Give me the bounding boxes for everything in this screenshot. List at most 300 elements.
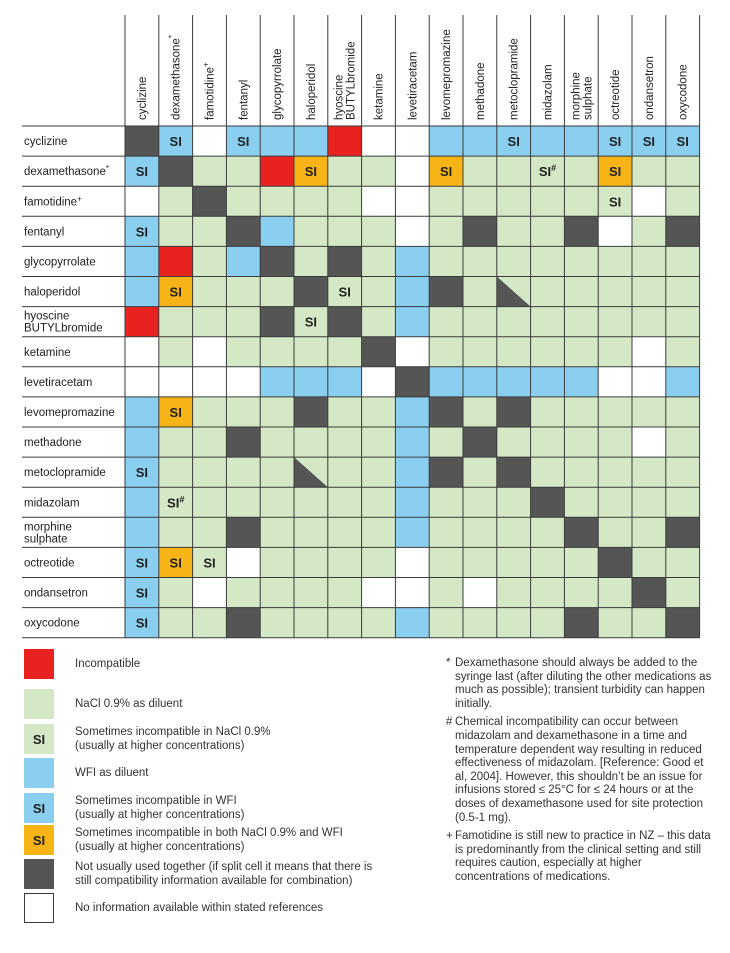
cell-methadone-fentanyl [226, 427, 260, 457]
cell-famotidine-metoclopramide [497, 186, 531, 216]
cell-levetiracetam-glycopyrrolate [260, 367, 294, 397]
cell-cyclizine-dexamethasone-label: SI [169, 134, 182, 150]
cell-ondansetron-oxycodone [666, 578, 700, 608]
cell-dexamethasone-metoclopramide [497, 156, 531, 186]
cell-metoclopramide-cyclizine-label: SI [135, 465, 149, 481]
footnote-text: Dexamethasone should always be added to the syringe last (after diluting the other medications as much as possible); transient turbidity can happen initially. [455, 657, 712, 710]
cell-octreotide-ketamine [362, 547, 396, 577]
cell-morphine-sulphate-midazolam [531, 517, 565, 547]
cell-octreotide-dexamethasone-label: SI [169, 555, 182, 571]
cell-haloperidol-midazolam [531, 277, 565, 307]
column-header-metoclopramide: metoclopramide [508, 38, 521, 120]
cell-levetiracetam-levomepromazine [429, 367, 463, 397]
row-label-methadone: methadone [24, 437, 82, 450]
cell-haloperidol-cyclizine [125, 277, 159, 307]
cell-hyoscine-butylbromide-dexamethasone [159, 307, 193, 337]
cell-dexamethasone-haloperidol-label: SI [304, 164, 318, 180]
cell-levetiracetam-midazolam [531, 367, 565, 397]
cell-oxycodone-haloperidol [294, 608, 328, 638]
cell-fentanyl-metoclopramide [497, 216, 531, 246]
cell-levomepromazine-methadone [463, 397, 497, 427]
cell-levomepromazine-haloperidol [294, 397, 328, 427]
cell-metoclopramide-levetiracetam [395, 457, 429, 487]
cell-haloperidol-levomepromazine [429, 277, 463, 307]
cell-octreotide-ondansetron [632, 547, 666, 577]
cell-dexamethasone-ondansetron [632, 156, 666, 186]
cell-dexamethasone-midazolam-label: SI# [538, 163, 557, 180]
cell-oxycodone-ondansetron [632, 608, 666, 638]
cell-octreotide-octreotide [598, 547, 632, 577]
cell-methadone-octreotide [598, 427, 632, 457]
cell-methadone-oxycodone [666, 427, 700, 457]
cell-metoclopramide-methadone [463, 457, 497, 487]
row-label-hyoscine-butylbromide: hyoscine BUTYLbromide [24, 310, 103, 335]
cell-oxycodone-famotidine [193, 608, 227, 638]
cell-methadone-glycopyrrolate [260, 427, 294, 457]
cell-levetiracetam-dexamethasone [159, 367, 193, 397]
column-header-ketamine: ketamine [373, 73, 386, 120]
cell-levomepromazine-famotidine [193, 397, 227, 427]
column-header-fentanyl: fentanyl [238, 79, 251, 120]
cell-glycopyrrolate-haloperidol [294, 246, 328, 276]
cell-ondansetron-methadone [463, 578, 497, 608]
cell-metoclopramide-hyoscine-butylbromide [328, 457, 362, 487]
cell-glycopyrrolate-ondansetron [632, 246, 666, 276]
cell-ondansetron-hyoscine-butylbromide [328, 578, 362, 608]
cell-morphine-sulphate-haloperidol [294, 517, 328, 547]
cell-cyclizine-levomepromazine [429, 126, 463, 156]
row-label-glycopyrrolate: glycopyrrolate [24, 256, 96, 269]
cell-cyclizine-metoclopramide-label: SI [507, 134, 520, 150]
legend-swatch: SI [24, 793, 54, 823]
cell-levomepromazine-octreotide [598, 397, 632, 427]
cell-fentanyl-famotidine [193, 216, 227, 246]
cell-famotidine-levomepromazine [429, 186, 463, 216]
row-label-haloperidol: haloperidol [24, 286, 81, 299]
legend-swatch [24, 649, 54, 679]
cell-levetiracetam-fentanyl [226, 367, 260, 397]
cell-hyoscine-butylbromide-oxycodone [666, 307, 700, 337]
cell-ketamine-haloperidol [294, 337, 328, 367]
cell-morphine-sulphate-morphine-sulphate [564, 517, 598, 547]
cell-levetiracetam-octreotide [598, 367, 632, 397]
cell-ondansetron-ondansetron [632, 578, 666, 608]
cell-morphine-sulphate-metoclopramide [497, 517, 531, 547]
cell-glycopyrrolate-morphine-sulphate [564, 246, 598, 276]
cell-haloperidol-fentanyl [226, 277, 260, 307]
cell-hyoscine-butylbromide-methadone [463, 307, 497, 337]
column-header-hyoscine-butylbromide: hyoscineBUTYLbromide [333, 41, 358, 120]
legend-item-wfi [24, 758, 149, 788]
cell-glycopyrrolate-hyoscine-butylbromide [328, 246, 362, 276]
column-header-haloperidol: haloperidol [305, 63, 318, 120]
cell-dexamethasone-levomepromazine-label: SI [439, 164, 453, 180]
legend-item-not-used [24, 859, 372, 889]
cell-ketamine-levomepromazine [429, 337, 463, 367]
cell-midazolam-levetiracetam [395, 487, 429, 517]
cell-haloperidol-morphine-sulphate [564, 277, 598, 307]
cell-levomepromazine-levetiracetam [395, 397, 429, 427]
cell-levomepromazine-ketamine [362, 397, 396, 427]
footnote-text: Famotidine is still new to practice in NZ – this data is predominantly from the clinical setting and still requires caution, especially at higher concentrations of medications. [455, 830, 711, 883]
row-label-fentanyl: fentanyl [24, 226, 65, 239]
cell-hyoscine-butylbromide-metoclopramide [497, 307, 531, 337]
cell-ondansetron-octreotide [598, 578, 632, 608]
cell-oxycodone-glycopyrrolate [260, 608, 294, 638]
cell-midazolam-midazolam [531, 487, 565, 517]
cell-ketamine-midazolam [531, 337, 565, 367]
footnote-midazolam [446, 716, 716, 825]
cell-fentanyl-octreotide [598, 216, 632, 246]
cell-cyclizine-glycopyrrolate [260, 126, 294, 156]
cell-ondansetron-dexamethasone [159, 578, 193, 608]
cell-levetiracetam-oxycodone [666, 367, 700, 397]
cell-fentanyl-ondansetron [632, 216, 666, 246]
cell-ketamine-metoclopramide [497, 337, 531, 367]
footnotes [446, 657, 716, 890]
cell-midazolam-fentanyl [226, 487, 260, 517]
cell-octreotide-morphine-sulphate [564, 547, 598, 577]
cell-famotidine-octreotide-label: SI [608, 194, 622, 210]
cell-levetiracetam-morphine-sulphate [564, 367, 598, 397]
cell-levetiracetam-cyclizine [125, 367, 159, 397]
cell-cyclizine-ondansetron-label: SI [642, 134, 656, 150]
cell-ketamine-cyclizine [125, 337, 159, 367]
cell-dexamethasone-dexamethasone [159, 156, 193, 186]
cell-glycopyrrolate-fentanyl [226, 246, 260, 276]
row-label-metoclopramide: metoclopramide [24, 467, 106, 480]
cell-famotidine-midazolam [531, 186, 565, 216]
cell-ondansetron-morphine-sulphate [564, 578, 598, 608]
cell-cyclizine-midazolam [531, 126, 565, 156]
cell-ketamine-glycopyrrolate [260, 337, 294, 367]
cell-midazolam-ondansetron [632, 487, 666, 517]
row-label-ondansetron: ondansetron [24, 587, 88, 600]
column-header-levomepromazine: levomepromazine [441, 29, 454, 120]
row-label-midazolam: midazolam [24, 497, 80, 510]
cell-hyoscine-butylbromide-haloperidol-label: SI [304, 314, 318, 330]
cell-octreotide-methadone [463, 547, 497, 577]
legend-item-si-nacl [24, 724, 271, 754]
cell-metoclopramide-metoclopramide [497, 457, 531, 487]
legend-text: No information available within stated references [75, 902, 324, 914]
cell-morphine-sulphate-glycopyrrolate [260, 517, 294, 547]
cell-midazolam-morphine-sulphate [564, 487, 598, 517]
cell-levetiracetam-famotidine [193, 367, 227, 397]
legend-swatch [24, 893, 54, 923]
legend-text: Not usually used together (if split cell it means that there is still compatibility information available for combination) [75, 861, 373, 887]
cell-morphine-sulphate-levomepromazine [429, 517, 463, 547]
cell-morphine-sulphate-octreotide [598, 517, 632, 547]
row-label-ketamine: ketamine [24, 346, 71, 359]
cell-cyclizine-hyoscine-butylbromide [328, 126, 362, 156]
cell-metoclopramide-dexamethasone [159, 457, 193, 487]
cell-ondansetron-levomepromazine [429, 578, 463, 608]
legend-swatch [24, 859, 54, 889]
legend-item-no-info [24, 893, 323, 923]
cell-levomepromazine-morphine-sulphate [564, 397, 598, 427]
cell-fentanyl-dexamethasone [159, 216, 193, 246]
cell-hyoscine-butylbromide-morphine-sulphate [564, 307, 598, 337]
cell-oxycodone-cyclizine-label: SI [135, 615, 149, 631]
cell-midazolam-glycopyrrolate [260, 487, 294, 517]
row-label-oxycodone: oxycodone [24, 617, 80, 630]
column-header-dexamethasone: dexamethasone* [167, 35, 183, 120]
cell-levetiracetam-haloperidol [294, 367, 328, 397]
column-header-levetiracetam: levetiracetam [407, 51, 420, 120]
cell-ketamine-famotidine [193, 337, 227, 367]
cell-fentanyl-glycopyrrolate [260, 216, 294, 246]
legend-item-si-wfi [24, 793, 244, 823]
legend-swatch [24, 689, 54, 719]
cell-hyoscine-butylbromide-levomepromazine [429, 307, 463, 337]
cell-oxycodone-hyoscine-butylbromide [328, 608, 362, 638]
cell-fentanyl-midazolam [531, 216, 565, 246]
legend-text: Incompatible [75, 658, 141, 670]
cell-ketamine-morphine-sulphate [564, 337, 598, 367]
cell-glycopyrrolate-methadone [463, 246, 497, 276]
cell-hyoscine-butylbromide-ondansetron [632, 307, 666, 337]
cell-haloperidol-octreotide [598, 277, 632, 307]
cell-methadone-midazolam [531, 427, 565, 457]
cell-metoclopramide-midazolam [531, 457, 565, 487]
row-label-octreotide: octreotide [24, 557, 75, 570]
cell-levomepromazine-ondansetron [632, 397, 666, 427]
cell-oxycodone-oxycodone [666, 608, 700, 638]
cell-midazolam-methadone [463, 487, 497, 517]
cell-morphine-sulphate-methadone [463, 517, 497, 547]
cell-ondansetron-haloperidol [294, 578, 328, 608]
cell-famotidine-morphine-sulphate [564, 186, 598, 216]
cell-levomepromazine-cyclizine [125, 397, 159, 427]
cell-methadone-metoclopramide [497, 427, 531, 457]
cell-famotidine-cyclizine [125, 186, 159, 216]
cell-glycopyrrolate-octreotide [598, 246, 632, 276]
cell-metoclopramide-famotidine [193, 457, 227, 487]
cell-oxycodone-morphine-sulphate [564, 608, 598, 638]
cell-morphine-sulphate-ketamine [362, 517, 396, 547]
cell-morphine-sulphate-fentanyl [226, 517, 260, 547]
cell-haloperidol-hyoscine-butylbromide-label: SI [338, 284, 351, 300]
cell-methadone-ondansetron [632, 427, 666, 457]
cell-oxycodone-midazolam [531, 608, 565, 638]
cell-methadone-morphine-sulphate [564, 427, 598, 457]
cell-levetiracetam-hyoscine-butylbromide [328, 367, 362, 397]
legend-text: WFI as diluent [75, 767, 149, 779]
cell-famotidine-fentanyl [226, 186, 260, 216]
cell-haloperidol-oxycodone [666, 277, 700, 307]
cell-methadone-ketamine [362, 427, 396, 457]
cell-morphine-sulphate-levetiracetam [395, 517, 429, 547]
cell-cyclizine-haloperidol [294, 126, 328, 156]
cell-ketamine-levetiracetam [395, 337, 429, 367]
cell-midazolam-hyoscine-butylbromide [328, 487, 362, 517]
cell-levetiracetam-ketamine [362, 367, 396, 397]
cell-famotidine-dexamethasone [159, 186, 193, 216]
cell-fentanyl-haloperidol [294, 216, 328, 246]
cell-famotidine-ondansetron [632, 186, 666, 216]
cell-haloperidol-ketamine [362, 277, 396, 307]
cell-ketamine-ondansetron [632, 337, 666, 367]
cell-glycopyrrolate-metoclopramide [497, 246, 531, 276]
footnote-dexamethasone [446, 657, 716, 711]
cell-octreotide-levomepromazine [429, 547, 463, 577]
legend-item-si-both [24, 825, 343, 855]
cell-metoclopramide-ondansetron [632, 457, 666, 487]
cell-methadone-hyoscine-butylbromide [328, 427, 362, 457]
cell-fentanyl-oxycodone [666, 216, 700, 246]
cell-metoclopramide-morphine-sulphate [564, 457, 598, 487]
row-label-famotidine: famotidine+ [24, 194, 82, 209]
cell-famotidine-glycopyrrolate [260, 186, 294, 216]
cell-oxycodone-ketamine [362, 608, 396, 638]
row-label-levomepromazine: levomepromazine [24, 406, 115, 419]
cell-ondansetron-famotidine [193, 578, 227, 608]
column-header-octreotide: octreotide [610, 69, 623, 120]
cell-dexamethasone-methadone [463, 156, 497, 186]
cell-midazolam-octreotide [598, 487, 632, 517]
cell-midazolam-levomepromazine [429, 487, 463, 517]
cell-dexamethasone-morphine-sulphate [564, 156, 598, 186]
cell-morphine-sulphate-cyclizine [125, 517, 159, 547]
cell-metoclopramide-glycopyrrolate [260, 457, 294, 487]
cell-glycopyrrolate-glycopyrrolate [260, 246, 294, 276]
cell-hyoscine-butylbromide-octreotide [598, 307, 632, 337]
cell-levomepromazine-levomepromazine [429, 397, 463, 427]
cell-hyoscine-butylbromide-fentanyl [226, 307, 260, 337]
cell-metoclopramide-fentanyl [226, 457, 260, 487]
cell-octreotide-metoclopramide [497, 547, 531, 577]
cell-cyclizine-morphine-sulphate [564, 126, 598, 156]
cell-ketamine-methadone [463, 337, 497, 367]
cell-ondansetron-ketamine [362, 578, 396, 608]
column-header-morphine-sulphate: morphinesulphate [570, 72, 595, 120]
cell-famotidine-oxycodone [666, 186, 700, 216]
cell-octreotide-levetiracetam [395, 547, 429, 577]
cell-fentanyl-levomepromazine [429, 216, 463, 246]
cell-octreotide-midazolam [531, 547, 565, 577]
column-header-methadone: methadone [474, 62, 487, 120]
cell-haloperidol-methadone [463, 277, 497, 307]
legend-swatch: SI [24, 825, 54, 855]
cell-fentanyl-ketamine [362, 216, 396, 246]
cell-haloperidol-glycopyrrolate [260, 277, 294, 307]
legend-item-nacl [24, 689, 182, 719]
cell-fentanyl-methadone [463, 216, 497, 246]
cell-dexamethasone-oxycodone [666, 156, 700, 186]
cell-morphine-sulphate-famotidine [193, 517, 227, 547]
cell-hyoscine-butylbromide-levetiracetam [395, 307, 429, 337]
cell-methadone-levomepromazine [429, 427, 463, 457]
cell-dexamethasone-fentanyl [226, 156, 260, 186]
cell-levomepromazine-fentanyl [226, 397, 260, 427]
cell-morphine-sulphate-dexamethasone [159, 517, 193, 547]
column-header-famotidine: famotidine+ [201, 62, 217, 120]
cell-dexamethasone-cyclizine-label: SI [135, 164, 149, 180]
cell-levetiracetam-metoclopramide [497, 367, 531, 397]
cell-octreotide-famotidine-label: SI [203, 555, 216, 571]
cell-oxycodone-methadone [463, 608, 497, 638]
cell-hyoscine-butylbromide-midazolam [531, 307, 565, 337]
column-header-midazolam: midazolam [542, 64, 555, 120]
column-header-oxycodone: oxycodone [677, 64, 690, 120]
cell-glycopyrrolate-midazolam [531, 246, 565, 276]
cell-octreotide-glycopyrrolate [260, 547, 294, 577]
row-label-levetiracetam: levetiracetam [24, 376, 93, 389]
cell-ketamine-ketamine [362, 337, 396, 367]
cell-ondansetron-cyclizine-label: SI [135, 585, 149, 601]
cell-fentanyl-fentanyl [226, 216, 260, 246]
row-label-morphine-sulphate: morphine sulphate [24, 521, 72, 546]
cell-dexamethasone-glycopyrrolate [260, 156, 294, 186]
cell-midazolam-famotidine [193, 487, 227, 517]
footnote-symbol: * [446, 657, 451, 669]
cell-famotidine-ketamine [362, 186, 396, 216]
column-header-ondansetron: ondansetron [643, 56, 656, 120]
cell-fentanyl-levetiracetam [395, 216, 429, 246]
cell-methadone-famotidine [193, 427, 227, 457]
row-label-cyclizine: cyclizine [24, 136, 68, 149]
cell-glycopyrrolate-dexamethasone [159, 246, 193, 276]
cell-methadone-levetiracetam [395, 427, 429, 457]
legend-swatch: SI [24, 724, 54, 754]
cell-haloperidol-famotidine [193, 277, 227, 307]
cell-hyoscine-butylbromide-glycopyrrolate [260, 307, 294, 337]
cell-ketamine-oxycodone [666, 337, 700, 367]
cell-midazolam-ketamine [362, 487, 396, 517]
cell-levetiracetam-levetiracetam [395, 367, 429, 397]
cell-midazolam-oxycodone [666, 487, 700, 517]
cell-dexamethasone-hyoscine-butylbromide [328, 156, 362, 186]
cell-levomepromazine-midazolam [531, 397, 565, 427]
cell-glycopyrrolate-levomepromazine [429, 246, 463, 276]
legend-text: NaCl 0.9% as diluent [75, 698, 183, 710]
cell-ketamine-octreotide [598, 337, 632, 367]
cell-metoclopramide-oxycodone [666, 457, 700, 487]
cell-cyclizine-ketamine [362, 126, 396, 156]
cell-famotidine-levetiracetam [395, 186, 429, 216]
cell-ketamine-dexamethasone [159, 337, 193, 367]
cell-haloperidol-dexamethasone-label: SI [169, 284, 182, 300]
footnote-symbol: + [446, 830, 453, 843]
cell-methadone-cyclizine [125, 427, 159, 457]
cell-methadone-haloperidol [294, 427, 328, 457]
cell-hyoscine-butylbromide-ketamine [362, 307, 396, 337]
cell-midazolam-haloperidol [294, 487, 328, 517]
cell-dexamethasone-famotidine [193, 156, 227, 186]
cell-oxycodone-metoclopramide [497, 608, 531, 638]
cell-octreotide-haloperidol [294, 547, 328, 577]
cell-methadone-dexamethasone [159, 427, 193, 457]
legend-item-incompatible [24, 649, 140, 679]
cell-glycopyrrolate-levetiracetam [395, 246, 429, 276]
cell-ondansetron-levetiracetam [395, 578, 429, 608]
cell-levomepromazine-glycopyrrolate [260, 397, 294, 427]
cell-midazolam-metoclopramide [497, 487, 531, 517]
cell-hyoscine-butylbromide-cyclizine [125, 307, 159, 337]
cell-cyclizine-levetiracetam [395, 126, 429, 156]
cell-cyclizine-famotidine [193, 126, 227, 156]
cell-levetiracetam-ondansetron [632, 367, 666, 397]
cell-ketamine-hyoscine-butylbromide [328, 337, 362, 367]
cell-ondansetron-glycopyrrolate [260, 578, 294, 608]
cell-cyclizine-octreotide-label: SI [608, 134, 622, 150]
cell-cyclizine-oxycodone-label: SI [676, 134, 689, 150]
cell-haloperidol-levetiracetam [395, 277, 429, 307]
cell-oxycodone-fentanyl [226, 608, 260, 638]
cell-haloperidol-haloperidol [294, 277, 328, 307]
cell-levomepromazine-oxycodone [666, 397, 700, 427]
